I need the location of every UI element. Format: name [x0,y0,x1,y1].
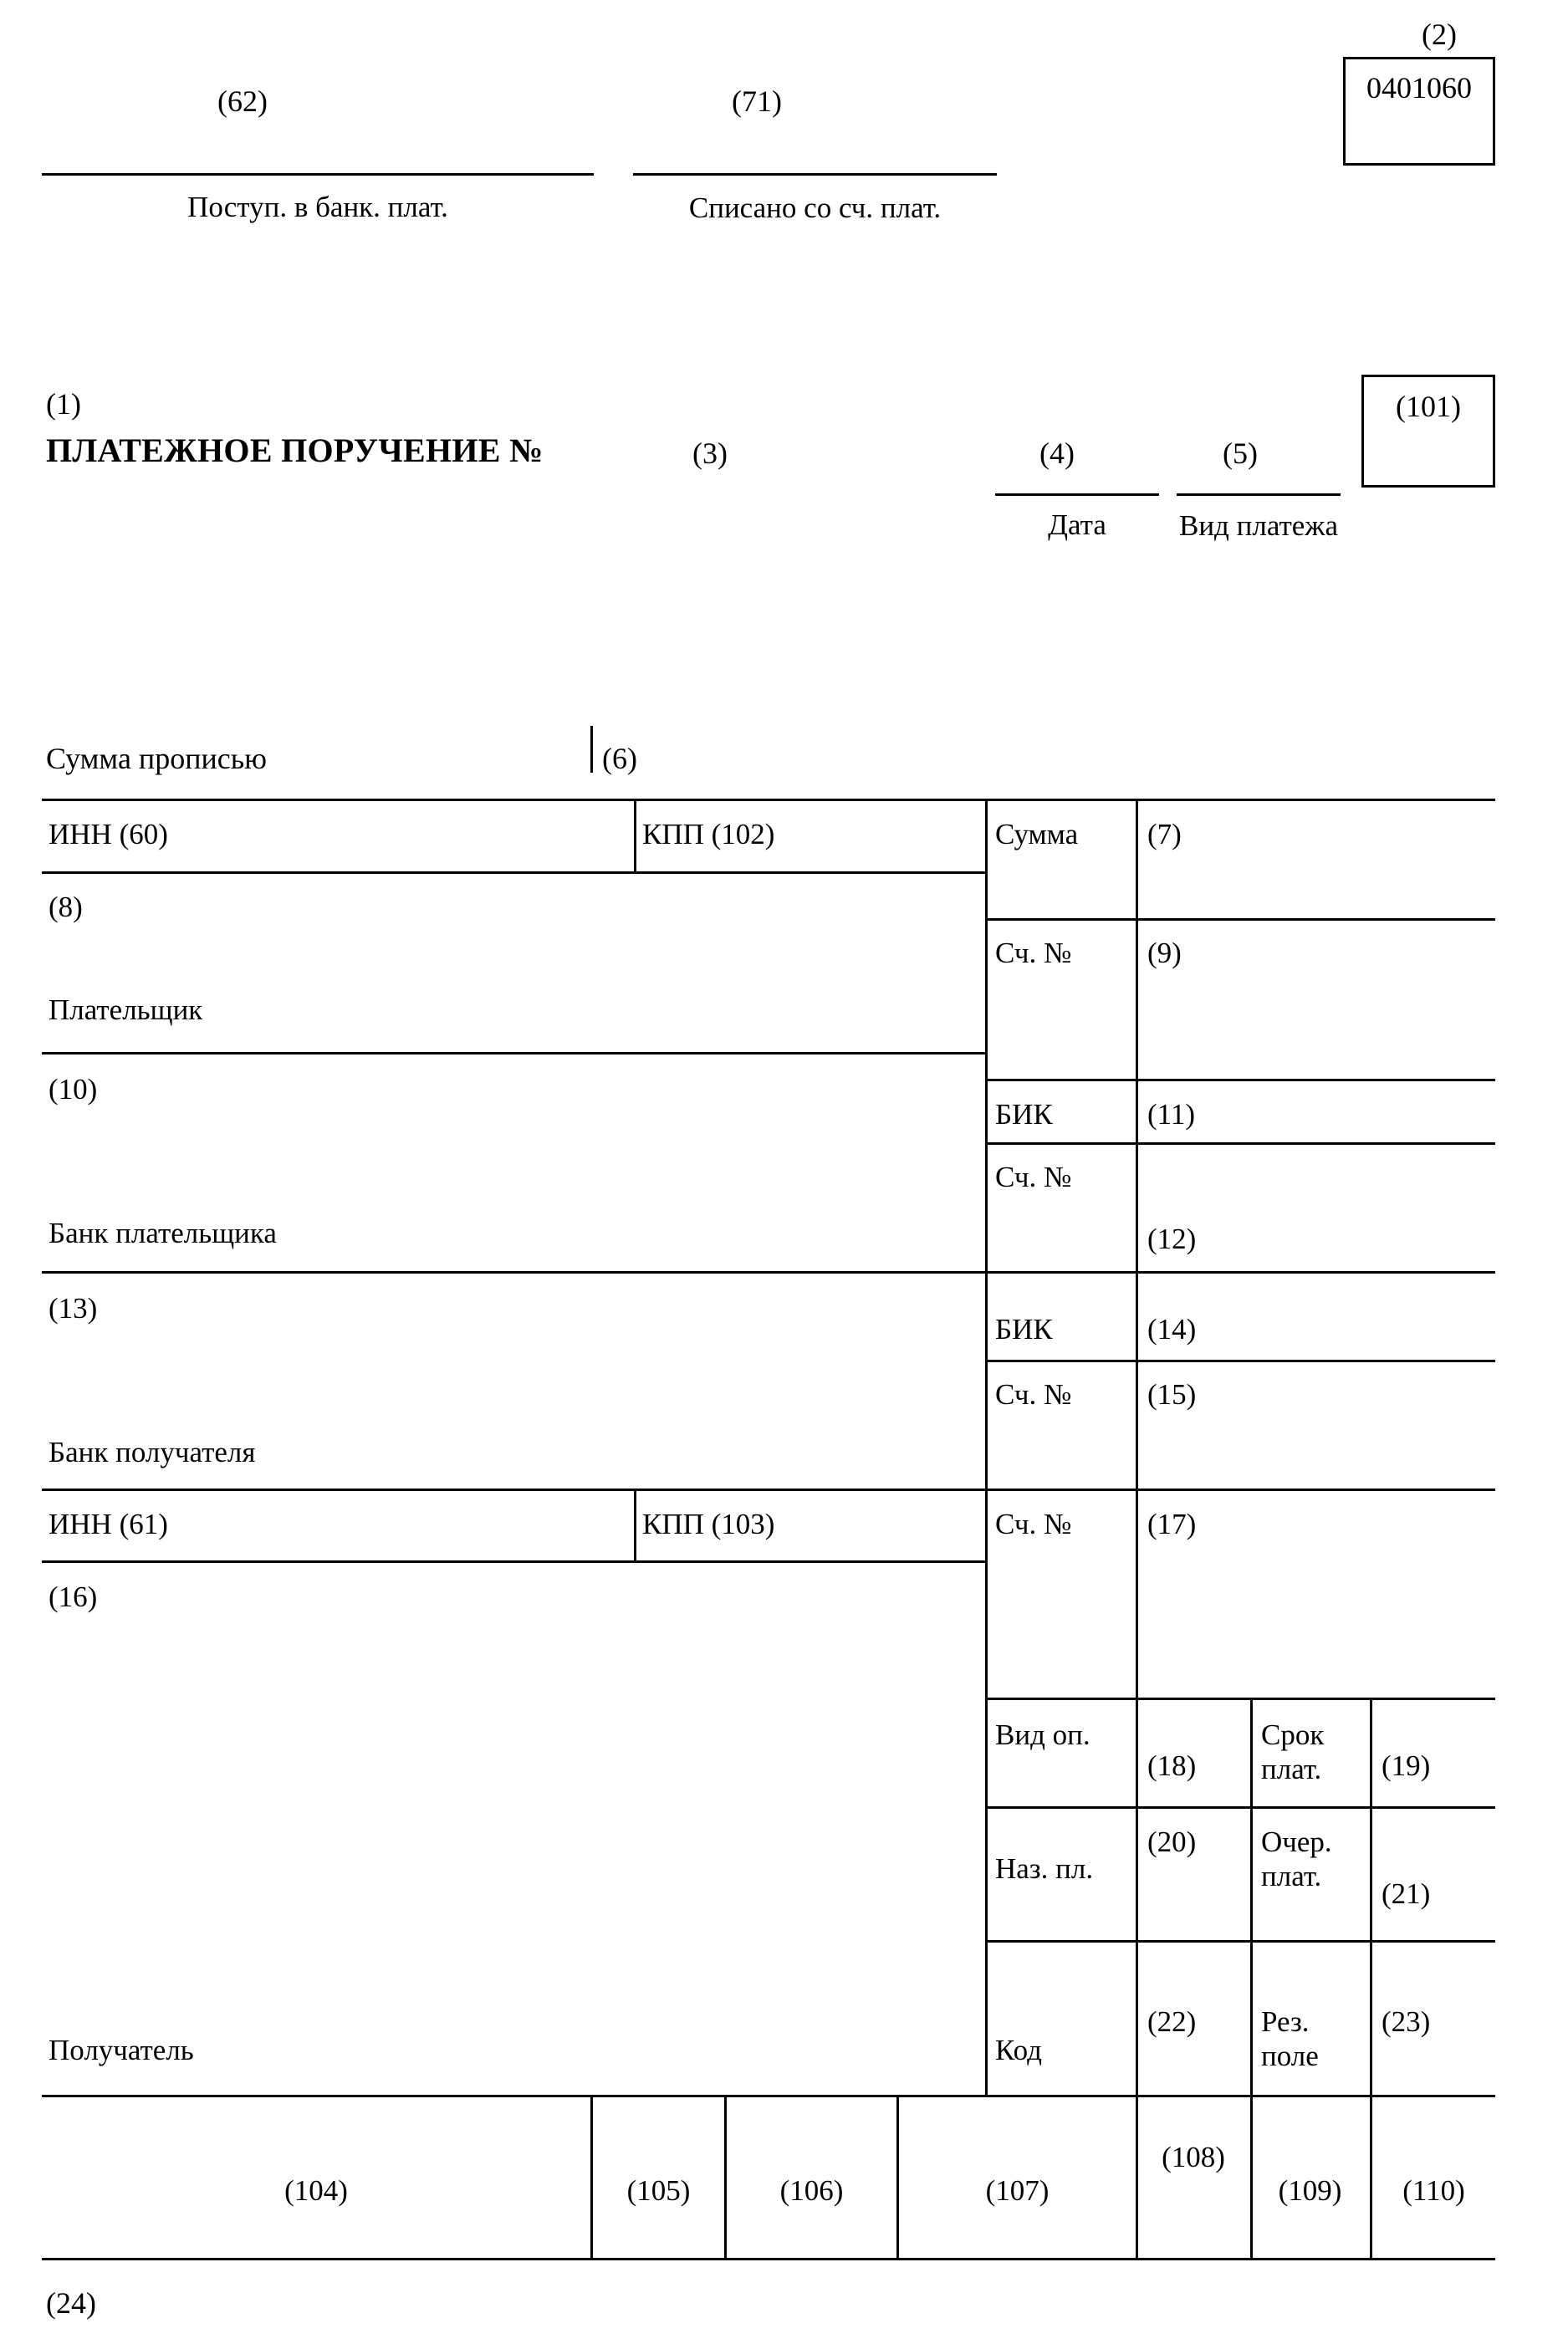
kind-caption: Вид платежа [1178,509,1338,542]
amount-in-words-label: Сумма прописью [46,742,268,775]
amount-in-words-divider [590,726,593,773]
payer-account-label: Сч. № [995,937,1072,969]
budget-cell-106: (106) [779,2174,844,2207]
grid-vline-op-2 [1370,1698,1372,2095]
payer-bank-bik-value: (11) [1147,1098,1196,1131]
grid-line-5 [985,1079,1495,1081]
kind-underline [1177,493,1341,496]
operation-kind-label: Вид оп. [995,1718,1090,1751]
payee-bank-name-value: (13) [49,1292,98,1325]
operation-term-value: (19) [1382,1749,1431,1782]
grid-vline-inn-kpp-payer [634,799,636,871]
payer-bank-caption: Банк плательщика [49,1217,277,1249]
grid-line-7 [42,1271,1495,1274]
grid-vline-main [985,799,988,2095]
payer-kpp-label: КПП (102) [642,818,775,850]
payee-name-value: (16) [49,1580,98,1613]
grid-line-6 [985,1142,1495,1145]
payee-account-value: (17) [1147,1508,1197,1540]
payee-caption: Получатель [49,2034,194,2066]
field-62-caption: Поступ. в банк. плат. [187,191,448,223]
operation-queue-label: Очер. плат. [1261,1826,1332,1892]
field-5-label: (5) [1223,437,1258,470]
payer-inn-label: ИНН (60) [49,818,168,850]
grid-line-8 [985,1360,1495,1362]
date-caption: Дата [1048,508,1106,541]
budget-cell-104: (104) [284,2174,348,2207]
grid-line-12 [985,1806,1495,1809]
payer-account-value: (9) [1147,937,1182,969]
grid-line-9 [42,1489,1495,1491]
field-2-label: (2) [1422,18,1457,51]
grid-line-15 [42,2258,1495,2260]
payee-bank-bik-label: БИК [995,1313,1053,1346]
grid-vline-op-1 [1250,1698,1253,2095]
operation-reserve-value: (23) [1382,2005,1431,2038]
field-3-label: (3) [692,437,728,470]
payer-name-value: (8) [49,891,83,923]
grid-line-13 [985,1940,1495,1943]
grid-vline-budget-4 [1136,2095,1138,2258]
payee-bank-account-value: (15) [1147,1378,1197,1411]
payer-bank-bik-label: БИК [995,1098,1053,1131]
amount-in-words-value: (6) [602,742,637,775]
grid-line-3 [985,918,1495,921]
date-underline [995,493,1159,496]
field-1-label: (1) [46,387,81,421]
field-62-underline [42,173,594,176]
amount-label: Сумма [995,818,1079,850]
operation-term-label: Срок плат. [1261,1718,1325,1785]
payer-bank-name-value: (10) [49,1073,98,1106]
payee-kpp-label: КПП (103) [642,1508,775,1540]
grid-line-1 [42,799,1495,801]
field-62-label: (62) [217,84,268,118]
payee-bank-account-label: Сч. № [995,1378,1072,1411]
operation-purpose-value: (20) [1147,1826,1197,1858]
payer-bank-account-value: (12) [1147,1223,1197,1255]
payee-account-label: Сч. № [995,1508,1072,1540]
grid-line-10 [42,1560,985,1563]
budget-cell-109: (109) [1278,2174,1342,2207]
grid-vline-right-labels [1136,799,1138,2095]
payer-bank-account-label: Сч. № [995,1161,1072,1193]
document-title: ПЛАТЕЖНОЕ ПОРУЧЕНИЕ № [46,432,544,469]
field-24-label: (24) [46,2286,96,2320]
field-71-caption: Списано со сч. плат. [688,191,942,224]
operation-code-value: (22) [1147,2005,1197,2038]
grid-line-14 [42,2095,1495,2097]
field-101-box: (101) [1361,375,1495,488]
amount-value: (7) [1147,818,1182,850]
operation-code-label: Код [995,2034,1042,2066]
field-71-underline [633,173,997,176]
field-4-label: (4) [1039,437,1075,470]
operation-reserve-label: Рез. поле [1261,2005,1319,2072]
grid-line-4 [42,1052,985,1054]
payee-bank-bik-value: (14) [1147,1313,1197,1346]
budget-cell-108: (108) [1162,2141,1225,2173]
operation-purpose-label: Наз. пл. [995,1852,1094,1885]
grid-line-11 [985,1698,1495,1700]
grid-line-2 [42,871,985,874]
payee-inn-label: ИНН (61) [49,1508,168,1540]
grid-vline-inn-kpp-payee [634,1489,636,1560]
operation-kind-value: (18) [1147,1749,1197,1782]
payee-bank-caption: Банк получателя [49,1436,256,1468]
budget-cell-107: (107) [985,2174,1050,2207]
payer-caption: Плательщик [49,993,203,1026]
budget-cell-105: (105) [626,2174,691,2207]
operation-queue-value: (21) [1382,1877,1431,1910]
budget-cell-110: (110) [1402,2174,1465,2207]
form-code-box: 0401060 [1343,57,1495,166]
field-71-label: (71) [732,84,782,118]
